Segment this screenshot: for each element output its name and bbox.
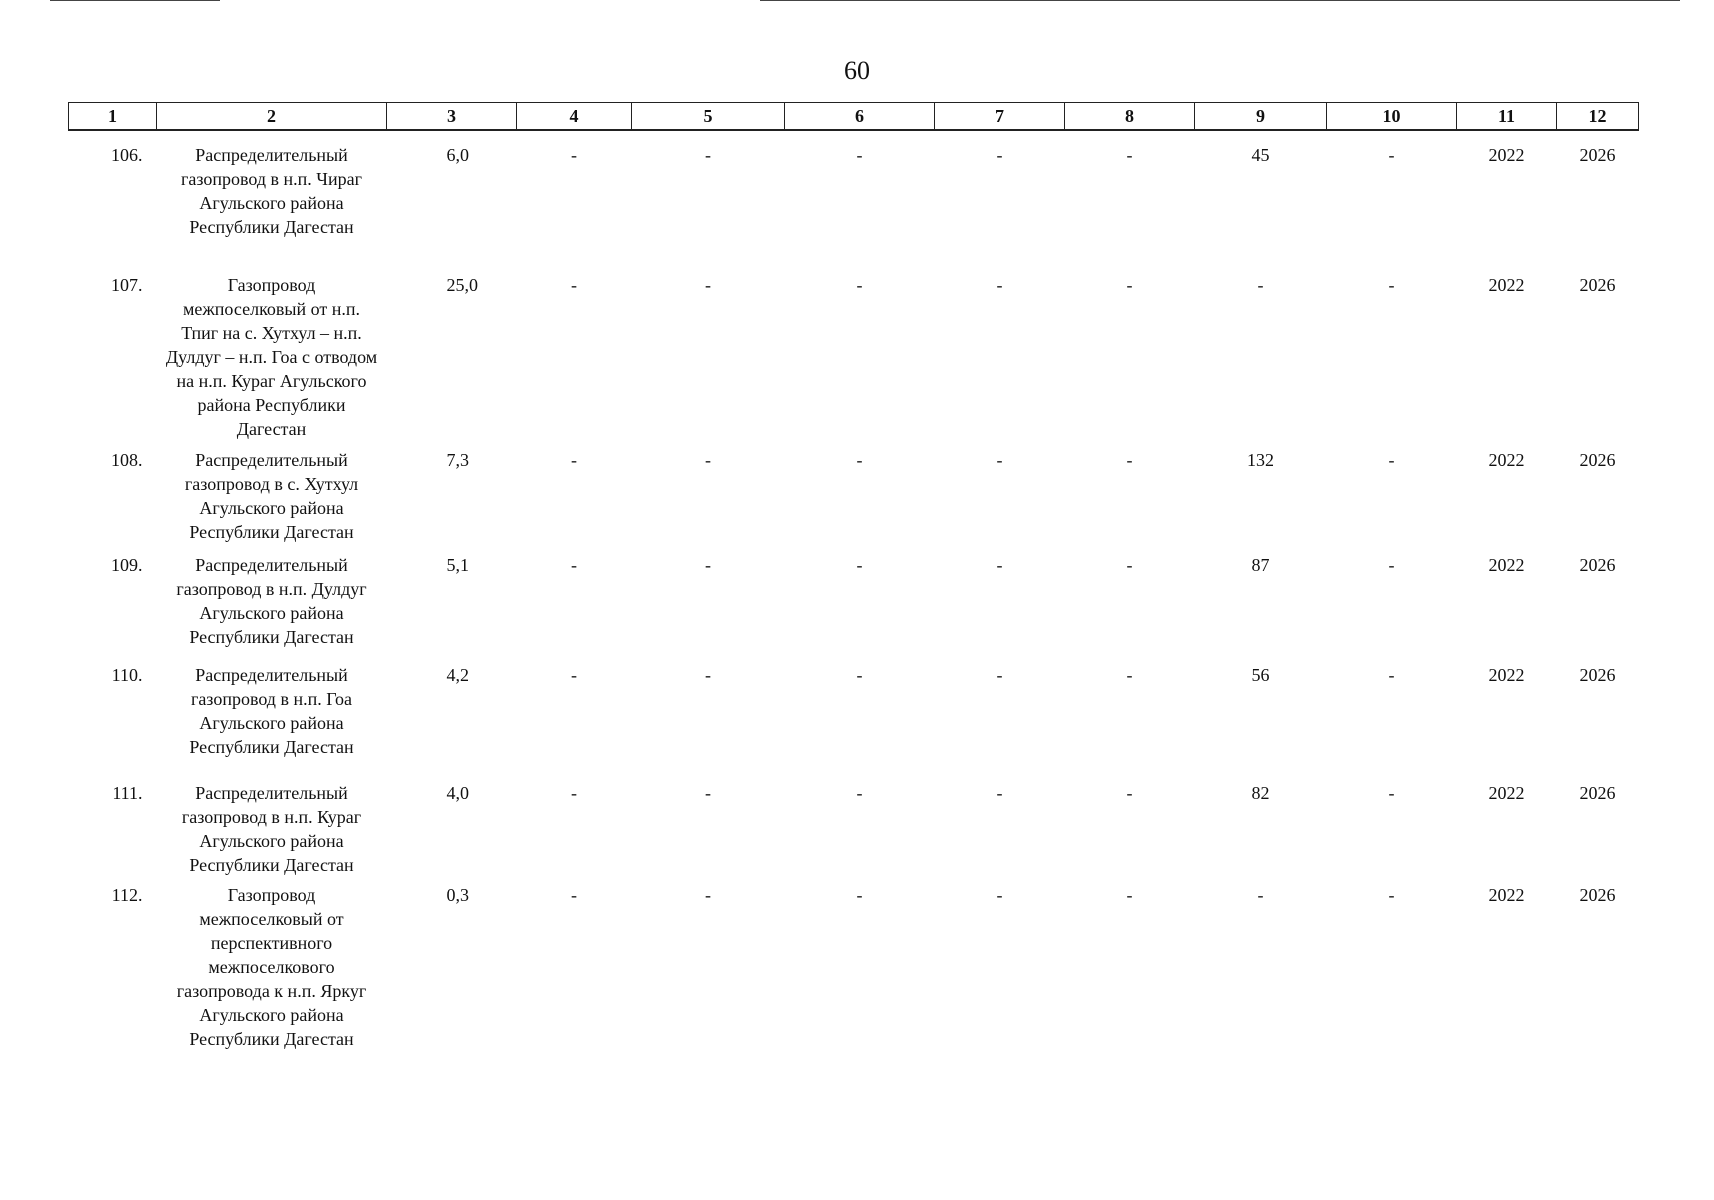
cell-col10: -	[1388, 665, 1395, 685]
cell-col11: 2022	[1488, 275, 1525, 295]
row-number: 106.	[111, 145, 143, 165]
cell-col4: -	[571, 555, 577, 575]
cell-col7: -	[996, 145, 1003, 165]
spacer-cell	[69, 130, 1639, 143]
object-name: Газопровод межпоселковый от перспективного межпоселкового газопровода к н.п. Яркуг Агульского района Республики Дагестан	[176, 885, 367, 1049]
cell-col11: 2022	[1488, 555, 1525, 575]
cell-col8: -	[1126, 555, 1133, 575]
row-number: 108.	[111, 450, 143, 470]
cell-col9: 87	[1251, 555, 1270, 575]
cell-col3: 25,0	[446, 275, 478, 295]
cell-col11: 2022	[1488, 450, 1525, 470]
cell-col4: -	[571, 275, 577, 295]
cell-col8: -	[1126, 450, 1133, 470]
cell-col3: 7,3	[446, 450, 469, 470]
header-cell-2: 2	[157, 103, 387, 131]
header-cell-3: 3	[387, 103, 517, 131]
cell-col11: 2022	[1488, 665, 1525, 685]
cell-col5: -	[705, 450, 711, 470]
cell-col4: -	[571, 665, 577, 685]
cell-col12: 2026	[1579, 665, 1616, 685]
cell-col9: 56	[1251, 665, 1270, 685]
cell-col8: -	[1126, 275, 1133, 295]
data-table	[68, 102, 1639, 1053]
cell-col10: -	[1388, 275, 1395, 295]
header-spacer	[69, 130, 1639, 143]
cell-col12: 2026	[1579, 885, 1616, 905]
cell-col10: -	[1388, 145, 1395, 165]
cell-col5: -	[705, 145, 711, 165]
cell-col6: -	[856, 555, 863, 575]
table-row	[69, 273, 1639, 448]
cell-col4: -	[571, 450, 577, 470]
cell-col6: -	[856, 665, 863, 685]
object-name: Распределительный газопровод в н.п. Чираг Агульского района Республики Дагестан	[181, 145, 362, 237]
cell-col10: -	[1388, 885, 1395, 905]
cell-col3: 4,0	[446, 783, 469, 803]
cell-col8: -	[1126, 885, 1133, 905]
cell-col7: -	[996, 450, 1003, 470]
data-table-container	[68, 102, 1638, 1053]
cell-col12: 2026	[1579, 450, 1616, 470]
cell-col12: 2026	[1579, 275, 1616, 295]
cell-col12: 2026	[1579, 783, 1616, 803]
header-cell-12: 12	[1557, 103, 1639, 131]
row-number: 112.	[111, 885, 143, 905]
header-cell-11: 11	[1457, 103, 1557, 131]
table-row	[69, 781, 1639, 883]
cell-col6: -	[856, 450, 863, 470]
header-cell-4: 4	[517, 103, 632, 131]
page-number: 60	[844, 56, 870, 85]
cell-col9: -	[1257, 275, 1264, 295]
cell-col4: -	[571, 145, 577, 165]
cell-col9: 45	[1251, 145, 1270, 165]
cell-col12: 2026	[1579, 145, 1616, 165]
object-name: Распределительный газопровод в н.п. Гоа Агульского района Республики Дагестан	[189, 665, 354, 757]
cell-col5: -	[705, 885, 711, 905]
cell-col9: 132	[1247, 450, 1274, 470]
cell-col7: -	[996, 783, 1003, 803]
cell-col4: -	[571, 885, 577, 905]
cell-col3: 4,2	[446, 665, 469, 685]
cell-col6: -	[856, 275, 863, 295]
row-number: 107.	[111, 275, 143, 295]
cell-col7: -	[996, 665, 1003, 685]
cell-col9: -	[1257, 885, 1264, 905]
header-cell-1: 1	[69, 103, 157, 131]
header-cell-10: 10	[1327, 103, 1457, 131]
object-name: Распределительный газопровод в с. Хутхул Агульского района Республики Дагестан	[184, 450, 359, 542]
cell-col10: -	[1388, 783, 1395, 803]
cell-col3: 6,0	[446, 145, 469, 165]
scan-top-edge-line-left	[50, 0, 220, 1]
object-name: Газопровод межпоселковый от н.п. Тпиг на с. Хутхул – н.п. Дулдуг – н.п. Гоа с отводом на н.п. Кураг Агульского района Республики Дагестан	[165, 275, 378, 439]
cell-col6: -	[856, 145, 863, 165]
cell-col10: -	[1388, 450, 1395, 470]
row-number: 111.	[112, 783, 143, 803]
table-row	[69, 663, 1639, 781]
header-cell-7: 7	[935, 103, 1065, 131]
row-number: 109.	[111, 555, 143, 575]
table-row	[69, 448, 1639, 553]
cell-col7: -	[996, 885, 1003, 905]
header-cell-6: 6	[785, 103, 935, 131]
header-cell-9: 9	[1195, 103, 1327, 131]
object-name: Распределительный газопровод в н.п. Дулдуг Агульского района Республики Дагестан	[176, 555, 367, 647]
cell-col3: 0,3	[446, 885, 469, 905]
cell-col8: -	[1126, 783, 1133, 803]
cell-col5: -	[705, 275, 711, 295]
cell-col3: 5,1	[446, 555, 469, 575]
cell-col8: -	[1126, 145, 1133, 165]
cell-col6: -	[856, 783, 863, 803]
cell-col10: -	[1388, 555, 1395, 575]
row-number: 110.	[111, 665, 143, 685]
cell-col8: -	[1126, 665, 1133, 685]
table-row	[69, 553, 1639, 663]
cell-col6: -	[856, 885, 863, 905]
cell-col11: 2022	[1488, 145, 1525, 165]
cell-col5: -	[705, 783, 711, 803]
cell-col7: -	[996, 555, 1003, 575]
cell-col11: 2022	[1488, 783, 1525, 803]
cell-col4: -	[571, 783, 577, 803]
cell-col5: -	[705, 555, 711, 575]
header-row	[69, 103, 1639, 131]
header-cell-5: 5	[632, 103, 785, 131]
cell-col12: 2026	[1579, 555, 1616, 575]
cell-col5: -	[705, 665, 711, 685]
cell-col9: 82	[1251, 783, 1270, 803]
table-row	[69, 143, 1639, 273]
header-cell-8: 8	[1065, 103, 1195, 131]
cell-col11: 2022	[1488, 885, 1525, 905]
table-row	[69, 883, 1639, 1053]
object-name: Распределительный газопровод в н.п. Кураг Агульского района Республики Дагестан	[181, 783, 362, 875]
cell-col7: -	[996, 275, 1003, 295]
scan-top-edge-line	[760, 0, 1680, 1]
